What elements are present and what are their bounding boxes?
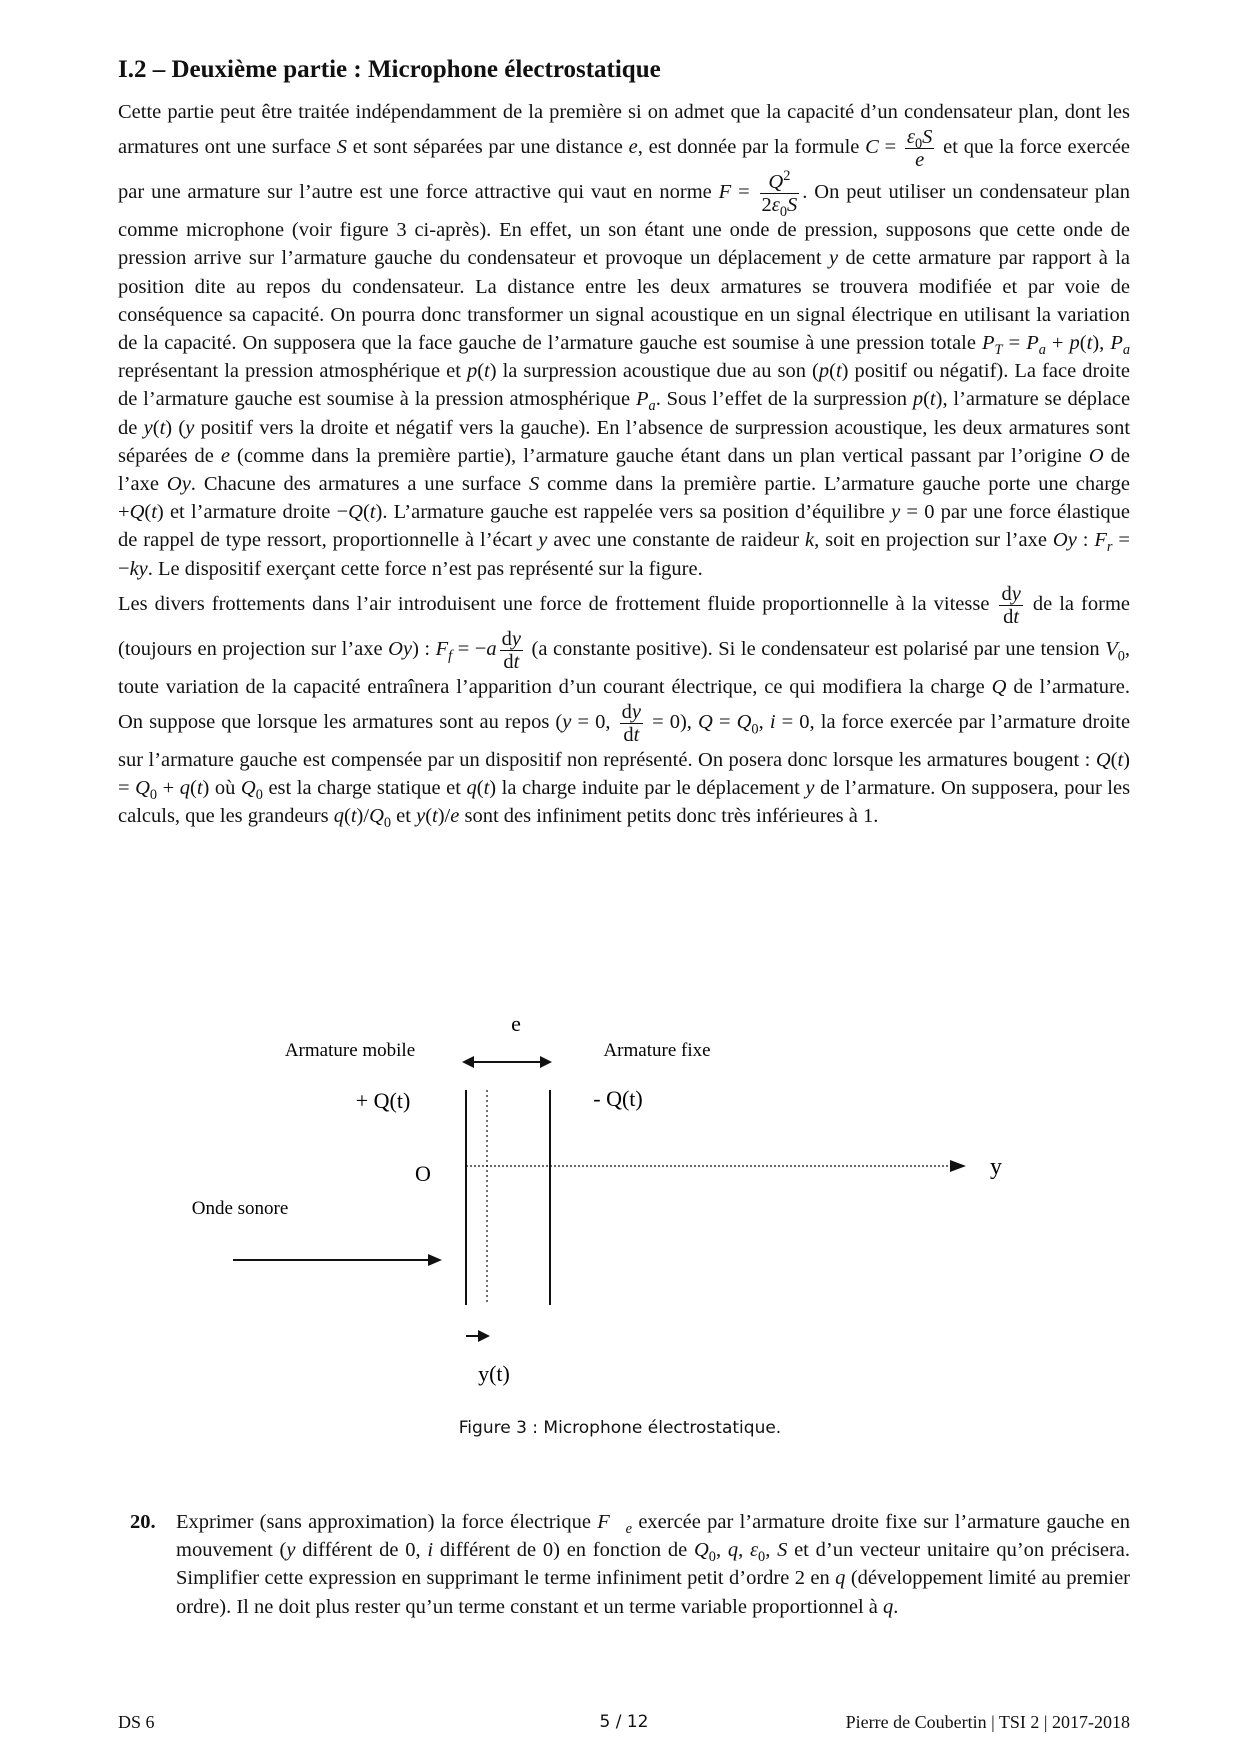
q-text-4: différent de 0) en fonction de bbox=[439, 1539, 688, 1562]
text-s10: . Sous l’effet de la surpression bbox=[655, 388, 907, 411]
text-s14: de l’axe bbox=[118, 444, 1131, 496]
text-s29: est la charge statique et bbox=[268, 777, 461, 800]
text-s19: par une force élastique de rappel de type ressort, proportionnelle à l’écart bbox=[118, 501, 1131, 552]
intro-paragraph: Cette partie peut être traitée indépendamment de la première si on admet que la capacité d’un condensateur plan, dont les armatures ont une surface S et sont séparées par une distance e, est donnée par la formule C = $\frac{\varepsilon_0S}{e}$ et que la force exercée par une armature sur l’autre est une force attractive qui vaut en norme F = $\frac{Q^2}{2\varepsilon_0S}$ . On peut utiliser un condensateur plan comme microphone (voir figure 3 ci-après). En effet, un son étant une onde de pression, supposons que cette onde de pression arrive sur l’armature gauche du condensateur et provoque un déplacement y de cette armature par rapport à la position dite au repos du condensateur. La distance entre les deux armatures se trouvera modifiée et par voie de conséquence sa capacité. On pourra donc transformer un signal acoustique en un signal électrique en utilisant la variation de la capacité. On supposera que la face gauche de l’armature gauche est soumise à une pression totale $P_T = P_a + p(t)$, $P_a$ représentant la pression atmosphérique et p(t) la surpression acoustique due au son (p(t) positif ou négatif). La face droite de l’armature gauche est soumise à la pression atmosphérique $P_a$. Sous l’effet de la surpression p(t), l’armature se déplace de y(t) (y positif vers la droite et négatif vers la gauche). En l’absence de surpression acoustique, les deux armatures sont séparées de e (comme dans la première partie), l’armature gauche étant dans un plan vertical passant par l’origine O de l’axe Oy. Chacune des armatures a une surface S comme dans la première partie. L’armature gauche porte une charge +Q(t) et l’armature droite −Q(t). L’armature gauche est rappelée vers sa position d’équilibre y = 0 par une force élastique de rappel de type ressort, proportionnelle à l’écart y avec une constante de raideur k, soit en projection sur l’axe Oy : $F_r = -ky$. Le dispositif exerçant cette force n’est pas représenté sur la figure. Les divers frottements dans l’air introduisent une force de frottement fluide proportionnelle à la vitesse $\frac{dy}{dt}$ de la forme (toujours en projection sur l’axe Oy) : $F_f = -a$ $\frac{dy}{dt}$ (a constante positive). Si le condensateur est polarisé par une tension $V_0$, toute variation de la capacité entraînera l’apparition d’un courant électrique, ce qui modifiera la charge Q de l’armature. On suppose que lorsque les armatures sont au repos (y = 0, $\frac{dy}{dt}$ = 0), $Q = Q_0$, i = 0, la force exercée par l’armature droite sur l’armature gauche est compensée par un dispositif non représenté. On posera donc lorsque les armatures bougent : $Q(t) = Q_0 + q(t)$ où $Q_0$ est la charge statique et q(t) la charge induite par le déplacement y de l’armature. On supposera, pour les calculs, que les grandeurs $q(t)/Q_0$ et y(t)/e sont des infiniment petits donc très inférieures à 1. bbox=[118, 101, 1131, 832]
figure-caption: Figure 3 : Microphone électrostatique. bbox=[458, 1418, 782, 1438]
label-minus-q: - Q(t) bbox=[593, 1086, 643, 1111]
footer-page-number: 5 / 12 bbox=[599, 1712, 649, 1732]
q-text-2: exercée par l’armature droite fixe sur l’armature gauche en mouvement ( bbox=[176, 1511, 1130, 1562]
footer-right: Pierre de Coubertin | TSI 2 | 2017-2018 bbox=[845, 1712, 1130, 1732]
q-text-6: (développement limité au premier ordre). Il ne doit plus rester qu’un terme constant et un terme variable proportionnel à bbox=[176, 1567, 1130, 1618]
text-s22: Le dispositif exerçant cette force n’est pas représenté sur la figure. bbox=[158, 557, 703, 580]
text-s3: , est donnée par la formule bbox=[637, 136, 860, 159]
text-s13: (comme dans la première partie), l’armature gauche étant dans un plan vertical passant par l’origine bbox=[237, 444, 1082, 467]
text-s26: , toute variation de la capacité entraînera l’apparition d’un courant électrique, ce qui modifiera la charge bbox=[118, 638, 1131, 698]
text-s16: comme dans la première partie. L’armature gauche porte une charge bbox=[547, 473, 1130, 496]
text-s17: et l’armature droite bbox=[169, 501, 331, 524]
y-axis-head bbox=[950, 1160, 966, 1172]
text-s6: de cette armature par rapport à la position dite au repos du condensateur. La distance entre les deux armatures se trouvera modifiée et par voie de conséquence sa capacité. On pourra donc transformer un signal acoustique en un signal électrique en utilisant la variation de la capacité. On supposera que la face gauche de l’armature gauche est soumise à une pression totale bbox=[118, 247, 1130, 355]
q-text-5: et d’un vecteur unitaire qu’on précisera. Simplifier cette expression en supprimant le terme infiniment petit d’ordre 2 en bbox=[176, 1539, 1131, 1590]
label-plus-q: + Q(t) bbox=[355, 1088, 411, 1113]
label-origin: O bbox=[415, 1161, 431, 1186]
text-s12: positif vers la droite et négatif vers la gauche). En l’absence de surpression acoustique, les deux armatures sont séparées de bbox=[118, 416, 1131, 467]
text-s27: de l’armature. On suppose que lorsque les armatures sont au repos ( bbox=[118, 675, 1131, 734]
text-s9: positif ou négatif). La face droite de l’armature gauche est soumise à la pression atmosphérique bbox=[118, 360, 1131, 411]
yt-arrow-head bbox=[478, 1330, 490, 1342]
text-s20: avec une constante de raideur bbox=[553, 529, 800, 552]
text-s30: la charge induite par le déplacement bbox=[501, 777, 800, 800]
label-armature-fixe: Armature fixe bbox=[603, 1040, 711, 1061]
figure-3-diagram bbox=[0, 1000, 1240, 1450]
e-arrow-right-head bbox=[540, 1056, 552, 1068]
sound-arrow-head bbox=[428, 1254, 442, 1266]
label-onde-sonore: Onde sonore bbox=[191, 1198, 289, 1219]
label-e: e bbox=[511, 1011, 521, 1036]
text-s2: et sont séparées par une distance bbox=[352, 136, 623, 159]
text-s28: , la force exercée par l’armature droite sur l’armature gauche est compensée par un dispositif non représenté. On posera donc lorsque les armatures bougent : bbox=[118, 711, 1131, 772]
q-text-1: Exprimer (sans approximation) la force électrique bbox=[176, 1511, 591, 1533]
text-s1: Cette partie peut être traitée indépendamment de la première si on admet que la capacité d’un condensateur plan, dont les armatures ont une surface bbox=[118, 101, 1130, 159]
label-y: y bbox=[990, 1154, 1002, 1180]
label-yt: y(t) bbox=[478, 1361, 510, 1386]
text-s8: la surpression acoustique due au son ( bbox=[502, 360, 819, 383]
e-arrow-left-head bbox=[462, 1056, 474, 1068]
text-s7: représentant la pression atmosphérique et bbox=[118, 360, 461, 383]
q-text-3: différent de 0, bbox=[302, 1539, 421, 1562]
question-number: 20. bbox=[130, 1511, 156, 1533]
text-s5: . On peut utiliser un condensateur plan comme microphone (voir figure 3 ci-après). En effet, un son étant une onde de pression, supposons que cette onde de pression arrive sur l’armature gauche du condensateur et provoque un déplacement bbox=[118, 181, 1130, 270]
text-s11: , l’armature se déplace de bbox=[118, 388, 1131, 439]
page-content bbox=[118, 56, 1130, 831]
footer-left: DS 6 bbox=[118, 1712, 155, 1732]
text-s23: Les divers frottements dans l’air introduisent une force de frottement fluide proportionnelle à la vitesse bbox=[118, 593, 990, 616]
text-s31: de l’armature. On supposera, pour les calculs, que les grandeurs bbox=[118, 777, 1131, 828]
question-text: Exprimer (sans approximation) la force électrique $F⃗_e$ exercée par l’armature droite fixe sur l’armature gauche en mouvement (y différent de 0, i différent de 0) en fonction de $Q_0$, q, $\varepsilon_0$, S et d’un vecteur unitaire qu’on précisera. Simplifier cette expression en supprimant le terme infiniment petit d’ordre 2 en q (développement limité au premier ordre). Il ne doit plus rester qu’un terme constant et un terme variable proportionnel à q. bbox=[176, 1511, 1131, 1618]
text-s21: , soit en projection sur l’axe bbox=[814, 529, 1047, 552]
text-s4: et que la force exercée par une armature sur l’autre est une force attractive qui vaut en norme bbox=[118, 136, 1131, 204]
text-s32: sont des infiniment petits donc très inférieures à 1. bbox=[464, 805, 879, 828]
text-s25: (a constante positive). Si le condensateur est polarisé par une tension bbox=[531, 638, 1100, 661]
question-20 bbox=[130, 1508, 1130, 1621]
text-s18: . L’armature gauche est rappelée vers sa position d’équilibre bbox=[382, 501, 885, 524]
section-title: I.2 – Deuxième partie : Microphone électrostatique bbox=[118, 56, 661, 83]
text-s24: de la forme (toujours en projection sur l’axe bbox=[118, 593, 1131, 661]
label-armature-mobile: Armature mobile bbox=[284, 1040, 416, 1061]
text-s15: . Chacune des armatures a une surface bbox=[190, 473, 522, 496]
